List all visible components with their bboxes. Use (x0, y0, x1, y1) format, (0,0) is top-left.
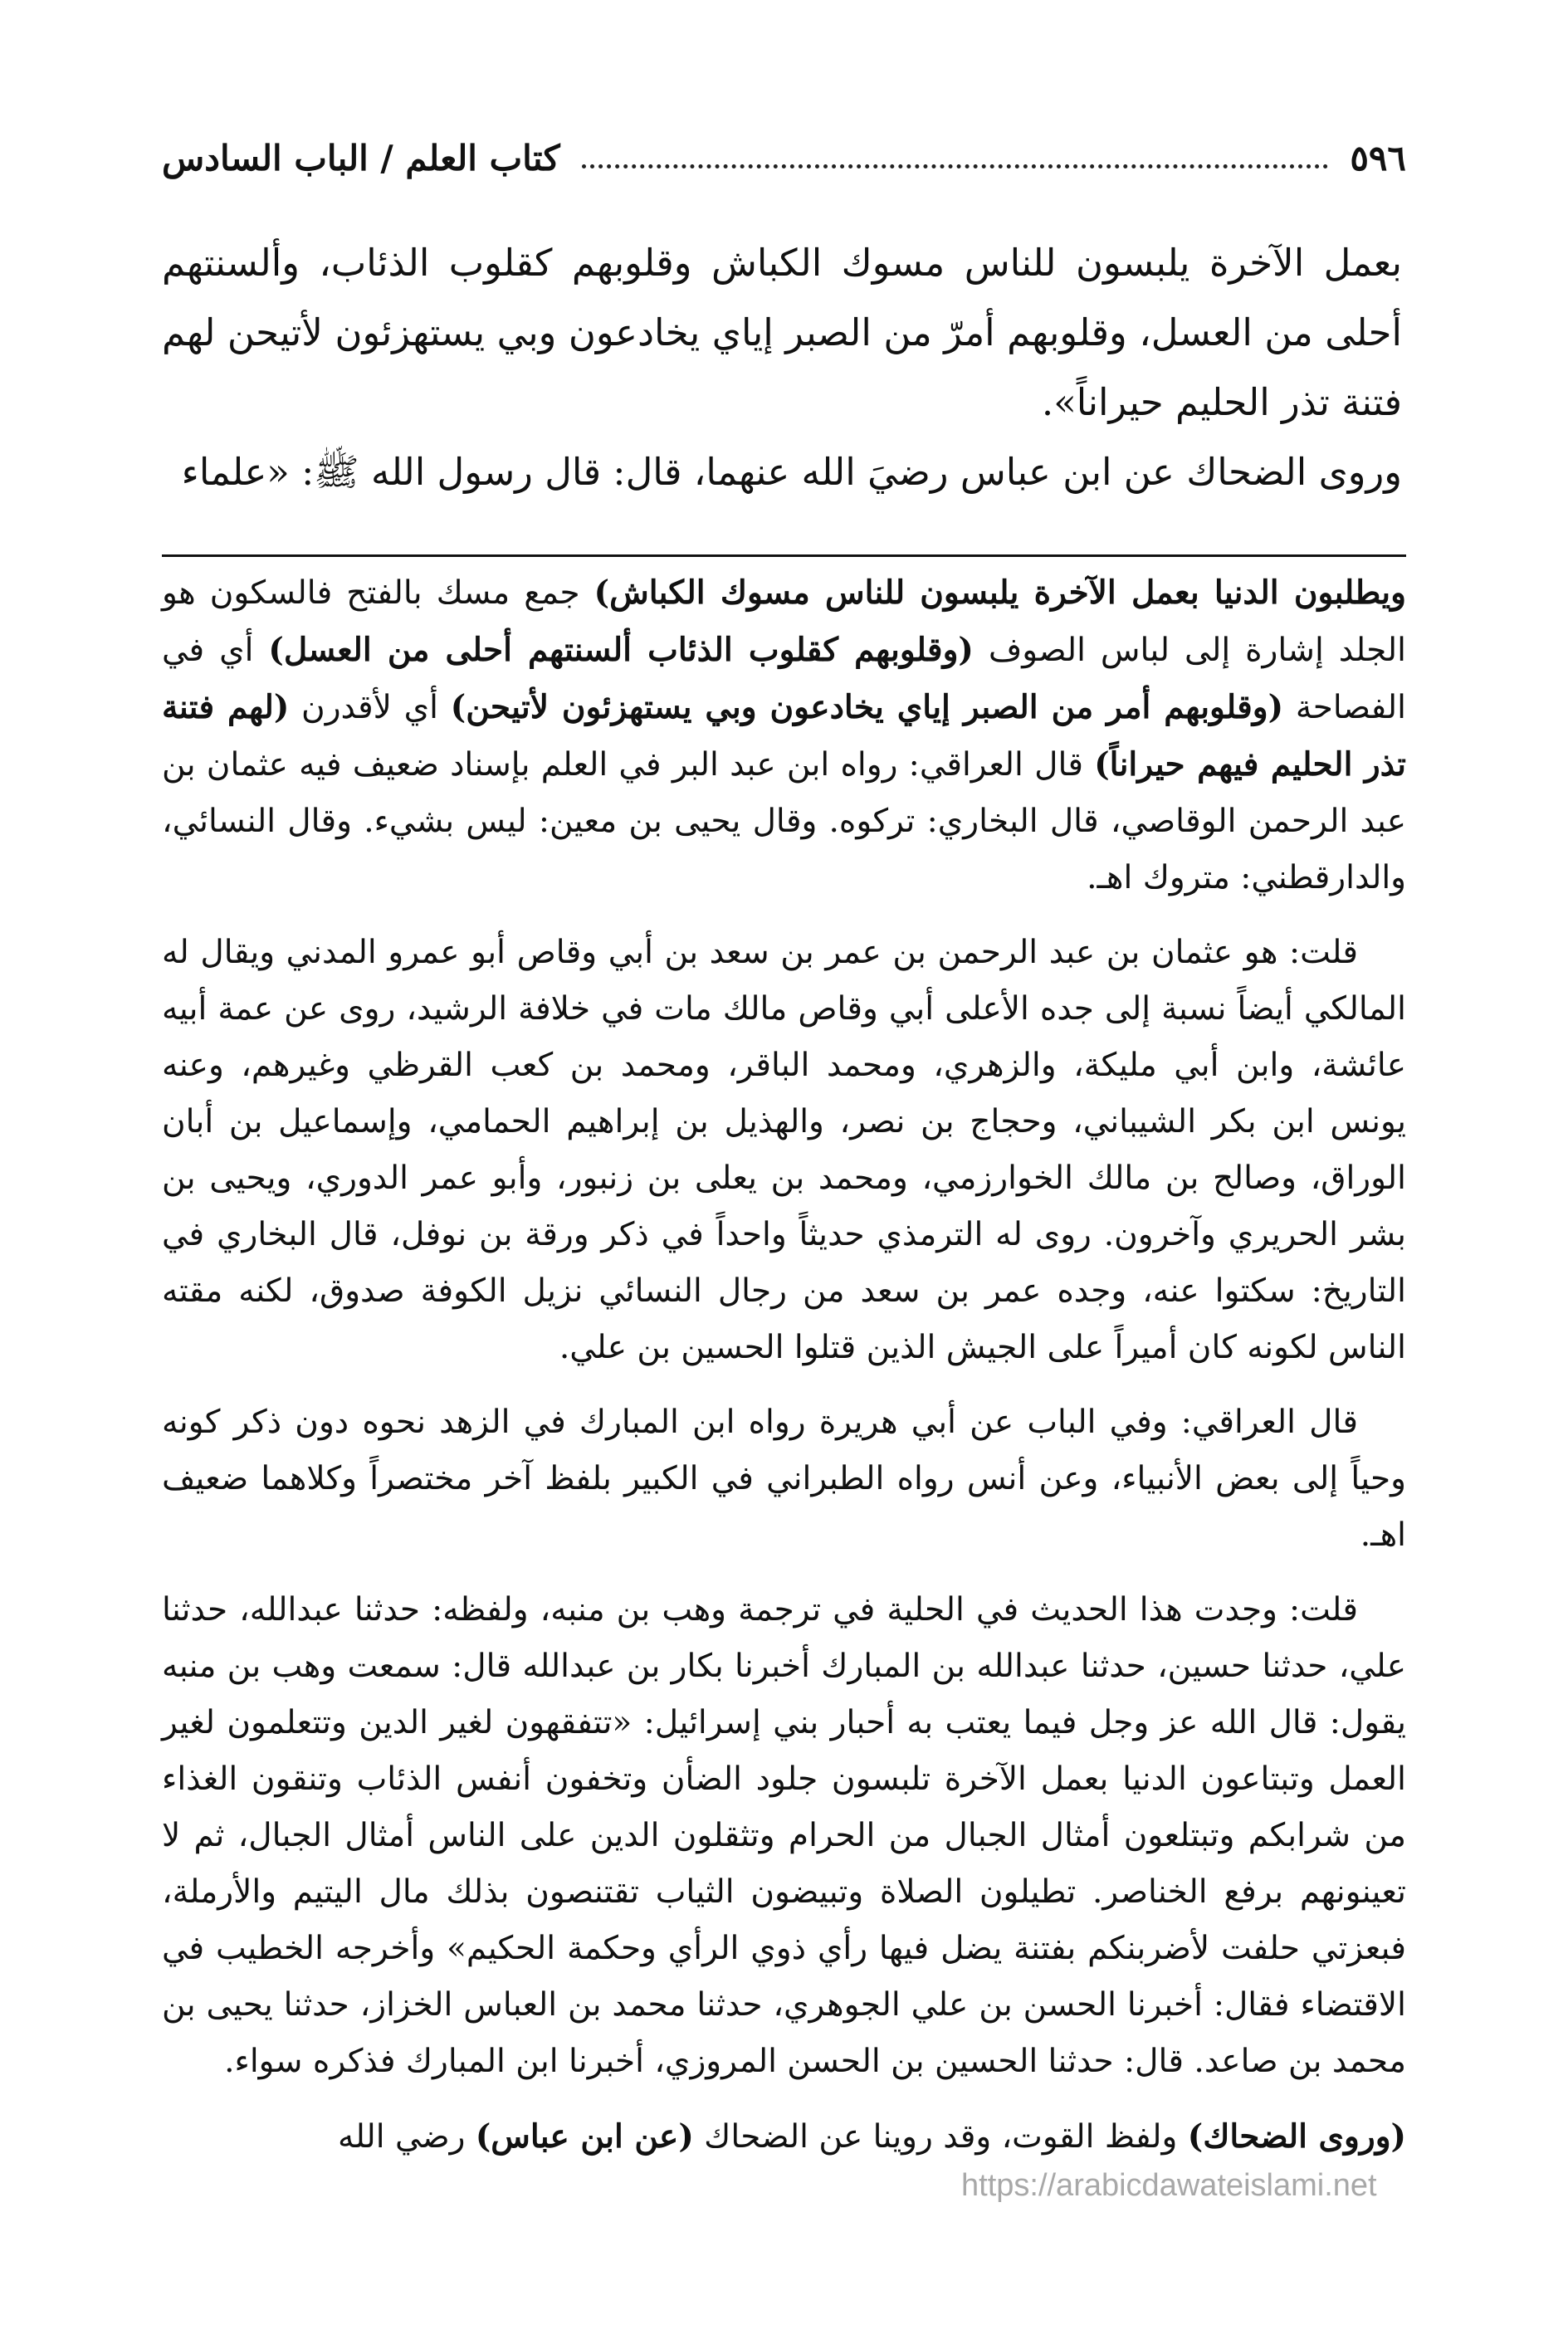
quoted-text: (وقلوبهم أمر من الصبر إياي يخادعون وبي يستهزئون لأتيحن) (450, 688, 1284, 726)
commentary-paragraph: قلت: وجدت هذا الحديث في الحلية في ترجمة وهب بن منبه، ولفظه: حدثنا عبدالله، حدثنا علي، حدثنا حسين، حدثنا عبدالله بن المبارك أخبرنا بكار بن عبدالله قال: سمعت وهب بن منبه يقول: قال الله عز وجل فيما يعتب به أحبار بني إسرائيل: «تتفقهون لغير الدين وتتعلمون لغير العمل وتبتاعون الدنيا بعمل الآخرة تلبسون جلود الضأن وتخفون أنفس الذئاب وتنقون الغذاء من شرابكم وتبتلعون أمثال الجبال من الحرام وتثقلون الدين على الناس أمثال الجبال، ثم لا تعينونهم برفع الخناصر. تطيلون الصلاة وتبيضون الثياب تقتنصون بذلك مال اليتيم والأرملة، فبعزتي حلفت لأضربنكم بفتنة يضل فيها رأي ذوي الرأي وحكمة الحكيم» وأخرجه الخطيب في الاقتضاء فقال: أخبرنا الحسن بن علي الجوهري، حدثنا محمد بن العباس الخزاز، حدثنا يحيى بن محمد بن صاعد. قال: حدثنا الحسين بن الحسن المروزي، أخبرنا ابن المبارك فذكره سواء. (162, 1591, 1406, 2080)
commentary-paragraph (162, 564, 1406, 906)
header-dotted-leader (582, 164, 1329, 168)
main-paragraph: بعمل الآخرة يلبسون للناس مسوك الكباش وقلوبهم كقلوب الذئاب، وألسنتهم أحلى من العسل، وقلوبهم أمرّ من الصبر إياي يخادعون وبي يستهزئون لأتيحن لهم فتنة تذر الحليم حيراناً». (162, 241, 1402, 424)
footnote-separator (162, 554, 1406, 557)
commentary-text: قال العراقي: رواه ابن عبد البر في العلم بإسناد ضعيف فيه عثمان بن عبد الرحمن الوقاصي، قال البخاري: تركوه. وقال يحيى بن معين: ليس بشيء. وقال النسائي، والدارقطني: متروك اهـ. (162, 746, 1406, 896)
commentary-paragraph: قلت: هو عثمان بن عبد الرحمن بن عمر بن سعد بن أبي وقاص أبو عمرو المدني ويقال له المالكي أيضاً نسبة إلى جده الأعلى أبي وقاص مالك مات في خلافة الرشيد، روى عن عمة أبيه عائشة، وابن أبي مليكة، والزهري، ومحمد الباقر، ومحمد بن كعب القرظي وغيرهم، وعنه يونس ابن بكر الشيباني، وحجاج بن نصر، والهذيل بن إبراهيم الحمامي، وإسماعيل بن أبان الوراق، وصالح بن مالك الخوارزمي، ومحمد بن يعلى بن زنبور، وأبو عمر الدوري، ويحيى بن بشر الحريري وآخرون. روى له الترمذي حديثاً واحداً في ذكر ورقة بن نوفل، قال البخاري في التاريخ: سكتوا عنه، وجده عمر بن سعد من رجال النسائي نزيل الكوفة صدوق، لكنه مقته الناس لكونه كان أميراً على الجيش الذين قتلوا الحسين بن علي. (162, 934, 1406, 1366)
watermark-url: https://arabicdawateislami.net (961, 2168, 1377, 2203)
quoted-text: (لهم فتنة تذر الحليم فيهم حيراناً) (162, 688, 1406, 784)
quoted-text: (وروى الضحاك) (1187, 2117, 1406, 2156)
quoted-text: ويطلبون الدنيا بعمل الآخرة يلبسون للناس مسوك الكباش) (593, 574, 1406, 612)
commentary-section (162, 564, 1406, 2166)
running-header (162, 125, 1406, 191)
quoted-text: (وقلوبهم كقلوب الذئاب ألسنتهم أحلى من العسل) (268, 631, 974, 669)
commentary-text: رضي الله (338, 2118, 476, 2156)
running-title: كتاب العلم / الباب السادس (162, 137, 560, 178)
page-number: ٥٩٦ (1350, 137, 1406, 178)
commentary-text: أي لأقدرن (289, 689, 451, 726)
main-paragraph: وروى الضحاك عن ابن عباس رضيَ الله عنهما، قال: قال رسول الله ﷺ: «علماء (181, 450, 1402, 494)
commentary-text: جمع مسك بالفتح فالسكون هو الجلد إشارة إلى لباس الصوف (162, 574, 1407, 669)
commentary-text: أي في الفصاحة (162, 632, 1406, 726)
quoted-text: (عن ابن عباس) (475, 2117, 694, 2156)
commentary-text: ولفظ القوت، وقد روينا عن الضحاك (693, 2118, 1188, 2156)
commentary-paragraph: قال العراقي: وفي الباب عن أبي هريرة رواه ابن المبارك في الزهد نحوه دون ذكر كونه وحياً إلى بعض الأنبياء، وعن أنس رواه الطبراني في الكبير بلفظ آخر مختصراً وكلاهما ضعيف اهـ. (162, 1404, 1406, 1554)
main-text (162, 228, 1402, 507)
commentary-paragraph (162, 2108, 1406, 2166)
